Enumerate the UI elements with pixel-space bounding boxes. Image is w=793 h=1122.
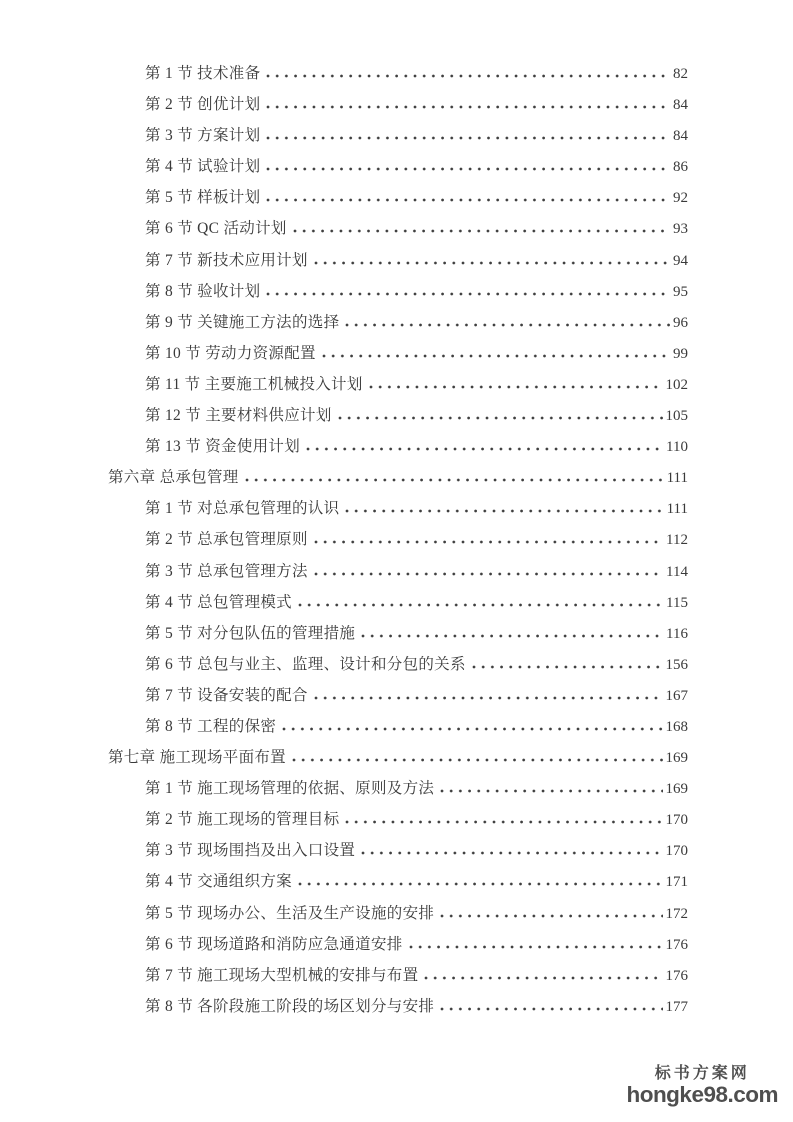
toc-entry[interactable] <box>0 835 688 866</box>
dot-leader <box>314 261 670 265</box>
dot-leader <box>266 74 670 78</box>
toc-entry-label: 第 1 节 施工现场管理的依据、原则及方法 <box>145 780 435 798</box>
dot-leader <box>338 416 663 420</box>
dot-leader <box>266 105 670 109</box>
toc-entry-page-number: 96 <box>673 314 688 331</box>
dot-leader <box>322 354 670 358</box>
dot-leader <box>440 914 662 918</box>
toc-entry-page-number: 111 <box>666 501 688 518</box>
toc-entry[interactable] <box>0 493 688 524</box>
toc-entry[interactable] <box>0 462 688 493</box>
toc-entry[interactable] <box>0 338 688 369</box>
toc-entry-page-number: 110 <box>666 439 688 456</box>
toc-entry-label: 第 6 节 QC 活动计划 <box>145 220 287 238</box>
toc-entry-label: 第 1 节 对总承包管理的认识 <box>145 500 340 518</box>
dot-leader <box>409 945 663 949</box>
toc-entry-label: 第 2 节 总承包管理原则 <box>145 531 308 549</box>
toc-entry-page-number: 170 <box>665 843 688 860</box>
dot-leader <box>314 696 663 700</box>
toc-entry-page-number: 116 <box>666 625 688 642</box>
watermark-logo <box>626 1065 778 1106</box>
dot-leader <box>361 634 663 638</box>
toc-entry-label: 第 2 节 施工现场的管理目标 <box>145 811 340 829</box>
toc-entry[interactable] <box>0 587 688 618</box>
toc-entry-page-number: 176 <box>665 967 688 984</box>
toc-entry[interactable] <box>0 649 688 680</box>
logo-domain-text: hongke98.com <box>626 1082 778 1107</box>
dot-leader <box>266 292 670 296</box>
toc-entry-page-number: 84 <box>673 128 688 145</box>
toc-entry[interactable] <box>0 400 688 431</box>
toc-entry[interactable] <box>0 929 688 960</box>
toc-entry[interactable] <box>0 773 688 804</box>
toc-entry[interactable] <box>0 307 688 338</box>
toc-entry-label: 第 3 节 总承包管理方法 <box>145 562 308 580</box>
toc-entry-page-number: 95 <box>673 283 688 300</box>
toc-entry-label: 第 5 节 样板计划 <box>145 189 261 207</box>
toc-entry[interactable] <box>0 120 688 151</box>
toc-entry[interactable] <box>0 213 688 244</box>
toc-entry-page-number: 114 <box>666 563 688 580</box>
dot-leader <box>266 167 670 171</box>
toc-entry-page-number: 111 <box>666 470 688 487</box>
dot-leader <box>282 727 662 731</box>
toc-entry-page-number: 102 <box>665 376 688 393</box>
dot-leader <box>440 789 662 793</box>
toc-entry-label: 第 6 节 现场道路和消防应急通道安排 <box>145 935 403 953</box>
toc-entry-label: 第 4 节 交通组织方案 <box>145 873 292 891</box>
toc-entry-page-number: 169 <box>665 781 688 798</box>
toc-entry[interactable] <box>0 960 688 991</box>
toc-entry-label: 第 3 节 方案计划 <box>145 127 261 145</box>
toc-entry-page-number: 99 <box>673 345 688 362</box>
toc-entry-page-number: 168 <box>665 718 688 735</box>
toc-entry-page-number: 93 <box>673 221 688 238</box>
toc-entry-page-number: 84 <box>673 97 688 114</box>
toc-entry-label: 第 8 节 验收计划 <box>145 282 261 300</box>
toc-entry-label: 第 12 节 主要材料供应计划 <box>145 407 332 425</box>
toc-entry-label: 第 9 节 关键施工方法的选择 <box>145 313 340 331</box>
dot-leader <box>266 198 670 202</box>
toc-entry-label: 第 7 节 新技术应用计划 <box>145 251 308 269</box>
toc-entry-page-number: 170 <box>665 812 688 829</box>
dot-leader <box>293 229 670 233</box>
toc-entry-page-number: 115 <box>666 594 688 611</box>
dot-leader <box>369 385 663 389</box>
toc-entry-page-number: 172 <box>665 905 688 922</box>
toc-entry[interactable] <box>0 431 688 462</box>
toc-entry-label: 第 7 节 设备安装的配合 <box>145 686 308 704</box>
dot-leader <box>245 478 664 482</box>
toc-entry-page-number: 105 <box>665 408 688 425</box>
toc-entry[interactable] <box>0 866 688 897</box>
dot-leader <box>266 136 670 140</box>
toc-entry-page-number: 86 <box>673 159 688 176</box>
dot-leader <box>345 323 670 327</box>
dot-leader <box>298 882 663 886</box>
toc-entry-page-number: 176 <box>665 936 688 953</box>
toc-entry-page-number: 167 <box>665 687 688 704</box>
toc-entry-page-number: 112 <box>666 532 688 549</box>
toc-entry-label: 第 8 节 工程的保密 <box>145 717 277 735</box>
toc-entry[interactable] <box>0 556 688 587</box>
dot-leader <box>424 976 662 980</box>
toc-entry[interactable] <box>0 182 688 213</box>
toc-entry-label: 第 11 节 主要施工机械投入计划 <box>145 375 363 393</box>
toc-entry-label: 第 1 节 技术准备 <box>145 65 261 82</box>
toc-entry[interactable] <box>0 245 688 276</box>
toc-entry-page-number: 171 <box>665 874 688 891</box>
toc-entry[interactable] <box>0 89 688 120</box>
dot-leader <box>314 572 663 576</box>
toc-entry-label: 第 5 节 对分包队伍的管理措施 <box>145 624 356 642</box>
toc-entry-label: 第六章 总承包管理 <box>108 469 239 487</box>
toc-entry-page-number: 94 <box>673 252 688 269</box>
toc-entry-page-number: 169 <box>665 750 688 767</box>
toc-entry-page-number: 82 <box>673 66 688 82</box>
toc-entry-page-number: 156 <box>665 656 688 673</box>
dot-leader <box>298 603 663 607</box>
dot-leader <box>314 540 663 544</box>
toc-entry-page-number: 92 <box>673 190 688 207</box>
toc-entry[interactable] <box>0 58 688 89</box>
toc-entry[interactable] <box>0 804 688 835</box>
toc-entry[interactable] <box>0 618 688 649</box>
toc-entry[interactable] <box>0 369 688 400</box>
toc-entry-label: 第 6 节 总包与业主、监理、设计和分包的关系 <box>145 655 466 673</box>
logo-chinese-text: 标书方案网 <box>654 1065 750 1082</box>
toc-entry-label: 第七章 施工现场平面布置 <box>108 749 286 767</box>
dot-leader <box>472 665 663 669</box>
toc-entry[interactable] <box>0 680 688 711</box>
toc-entry-label: 第 8 节 各阶段施工阶段的场区划分与安排 <box>145 997 435 1015</box>
toc-entry[interactable] <box>0 711 688 742</box>
toc-entry[interactable] <box>0 898 688 929</box>
dot-leader <box>306 447 663 451</box>
toc-entry[interactable] <box>0 991 688 1022</box>
dot-leader <box>440 1007 662 1011</box>
toc-entry-label: 第 5 节 现场办公、生活及生产设施的安排 <box>145 904 435 922</box>
toc-entry-label: 第 4 节 总包管理模式 <box>145 593 292 611</box>
toc-entry-label: 第 4 节 试验计划 <box>145 158 261 176</box>
dot-leader <box>345 509 663 513</box>
toc-entry-label: 第 3 节 现场围挡及出入口设置 <box>145 842 356 860</box>
toc-entry-label: 第 13 节 资金使用计划 <box>145 438 301 456</box>
toc-entry-page-number: 177 <box>665 998 688 1015</box>
toc-entry[interactable] <box>0 742 688 773</box>
toc-entry[interactable] <box>0 276 688 307</box>
dot-leader <box>361 851 662 855</box>
dot-leader <box>292 758 663 762</box>
toc-entry-label: 第 2 节 创优计划 <box>145 96 261 114</box>
toc-entry[interactable] <box>0 151 688 182</box>
toc-entry-label: 第 7 节 施工现场大型机械的安排与布置 <box>145 966 419 984</box>
toc-entry-label: 第 10 节 劳动力资源配置 <box>145 344 316 362</box>
dot-leader <box>345 820 662 824</box>
toc-entry[interactable] <box>0 524 688 555</box>
